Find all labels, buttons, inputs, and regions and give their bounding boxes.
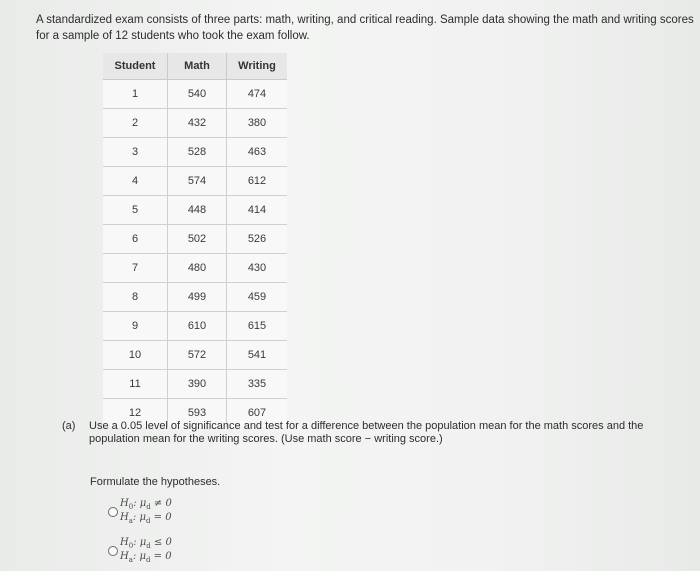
cell-student: 10 — [103, 341, 168, 370]
cell-math: 574 — [168, 167, 227, 196]
cell-writing: 526 — [227, 225, 288, 254]
table-row — [103, 312, 287, 341]
table-row — [103, 80, 287, 109]
cell-writing: 459 — [227, 283, 288, 312]
ha-subscript: a — [128, 556, 133, 564]
cell-student: 2 — [103, 109, 168, 138]
h0-mu: : μ — [133, 537, 147, 548]
cell-math: 502 — [168, 225, 227, 254]
cell-writing: 607 — [227, 399, 288, 428]
cell-math: 610 — [168, 312, 227, 341]
cell-writing: 541 — [227, 341, 288, 370]
cell-student: 6 — [103, 225, 168, 254]
table-row — [103, 341, 287, 370]
cell-writing: 615 — [227, 312, 288, 341]
cell-math: 540 — [168, 80, 227, 109]
header-math: Math — [168, 53, 227, 80]
hypothesis-option-2[interactable] — [108, 537, 228, 565]
h0-relation: ≠ 0 — [150, 498, 172, 509]
cell-math: 528 — [168, 138, 227, 167]
cell-math: 390 — [168, 370, 227, 399]
ha-mu-subscript: d — [145, 517, 151, 525]
part-a-label: (a) — [62, 420, 76, 432]
h0-mu-subscript: d — [146, 503, 151, 511]
ha-mu: : μ — [132, 512, 146, 523]
formulate-label: Formulate the hypotheses. — [90, 476, 221, 488]
problem-statement: A standardized exam consists of three parts: math, writing, and critical reading. Sample data showing the math and writing scores for a sample of 12 students who took the exam follow. — [36, 14, 694, 42]
table-row — [103, 283, 287, 312]
ha-symbol: H — [120, 551, 129, 562]
cell-writing: 430 — [227, 254, 288, 283]
cell-math: 480 — [168, 254, 227, 283]
cell-student: 3 — [103, 138, 168, 167]
ha-subscript: a — [128, 517, 133, 525]
h0-subscript: 0 — [128, 503, 134, 511]
cell-math: 432 — [168, 109, 227, 138]
cell-student: 7 — [103, 254, 168, 283]
table-header-row — [103, 53, 287, 80]
cell-student: 4 — [103, 167, 168, 196]
ha-relation: = 0 — [150, 551, 172, 562]
table-row — [103, 196, 287, 225]
cell-math: 593 — [168, 399, 227, 428]
cell-writing: 380 — [227, 109, 288, 138]
hypothesis-option-1[interactable] — [108, 498, 228, 526]
cell-writing: 612 — [227, 167, 288, 196]
cell-student: 8 — [103, 283, 168, 312]
radio-button[interactable] — [108, 546, 118, 556]
h0-relation: ≤ 0 — [150, 537, 172, 548]
h0-symbol: H — [120, 498, 129, 509]
cell-writing: 474 — [227, 80, 288, 109]
radio-button[interactable] — [108, 507, 118, 517]
alternative-hypothesis — [120, 551, 172, 564]
cell-math: 499 — [168, 283, 227, 312]
ha-mu-subscript: d — [145, 556, 151, 564]
cell-student: 11 — [103, 370, 168, 399]
table-row — [103, 109, 287, 138]
null-hypothesis — [120, 537, 172, 550]
part-a-text: Use a 0.05 level of significance and test for a difference between the population mean for the math scores and the population mean for the writing scores. (Use math score − writing score.) — [89, 420, 644, 445]
ha-mu: : μ — [132, 551, 146, 562]
cell-student: 1 — [103, 80, 168, 109]
alternative-hypothesis — [120, 512, 172, 525]
table-row — [103, 225, 287, 254]
cell-writing: 463 — [227, 138, 288, 167]
ha-symbol: H — [120, 512, 129, 523]
cell-math: 572 — [168, 341, 227, 370]
null-hypothesis — [120, 498, 172, 511]
h0-mu-subscript: d — [146, 542, 151, 550]
cell-math: 448 — [168, 196, 227, 225]
h0-mu: : μ — [133, 498, 147, 509]
h0-symbol: H — [120, 537, 129, 548]
ha-relation: = 0 — [150, 512, 172, 523]
table-row — [103, 138, 287, 167]
cell-student: 12 — [103, 399, 168, 428]
header-student: Student — [103, 53, 168, 80]
table-row — [103, 254, 287, 283]
header-writing: Writing — [227, 53, 288, 80]
cell-writing: 335 — [227, 370, 288, 399]
cell-student: 5 — [103, 196, 168, 225]
table-row — [103, 167, 287, 196]
cell-writing: 414 — [227, 196, 288, 225]
table-row — [103, 370, 287, 399]
h0-subscript: 0 — [128, 542, 134, 550]
cell-student: 9 — [103, 312, 168, 341]
scores-table — [103, 53, 287, 427]
